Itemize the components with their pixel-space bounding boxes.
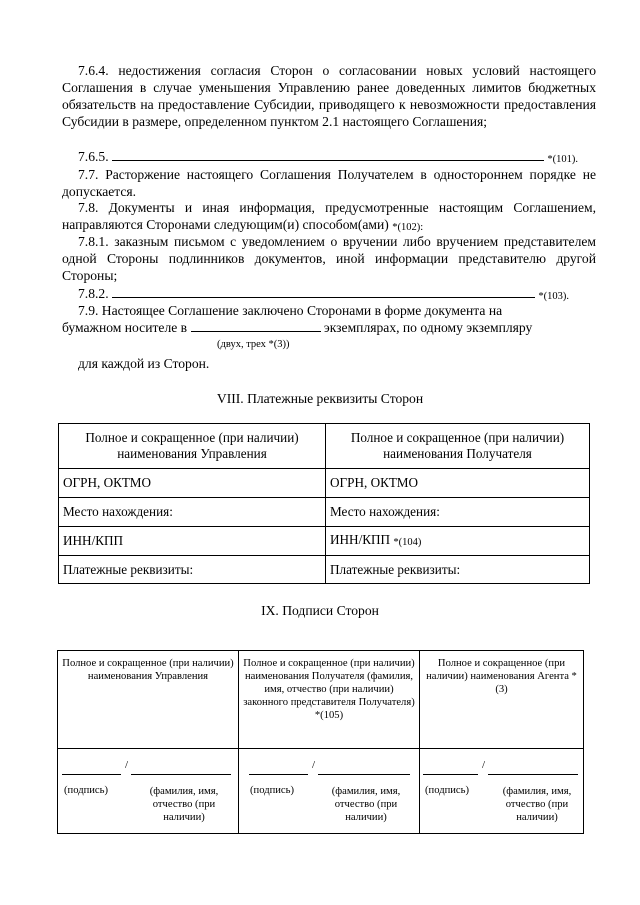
clause-7-9-line3: для каждой из Сторон. [78,356,210,371]
table-header-row [59,424,590,469]
cell-ogrn-left: ОГРН, ОКТМО [59,469,326,498]
clause-7-8-2-number: 7.8.2. [78,286,109,301]
name-label: (фамилия, имя, отчество (при наличии) [331,786,401,823]
cell-payment-left: Платежные реквизиты: [59,556,326,584]
signature-label: (подпись) [425,785,469,796]
footnote-ref: *(101). [547,154,579,165]
name-line [131,774,231,775]
clause-7-6-4: 7.6.4. недостижения согласия Сторон о согласовании новых условий настоящего Соглашения в случае уменьшения Управлению ранее доведенных лимитов бюджетных обязательств на предоставление Субсидии, приводящего к невозможности предоставления Субсидии в размере, определенном пунктом 2.1 настоящего Соглашения; [62,63,596,129]
name-line [488,774,578,775]
clause-7-6-5-number: 7.6.5. [78,149,109,164]
section-9-title: IX. Подписи Сторон [261,603,379,618]
signature-label: (подпись) [250,785,294,796]
slash: / [312,759,316,771]
cell-location-right: Место нахождения: [326,498,590,527]
name-label: (фамилия, имя, отчество (при наличии) [502,786,572,823]
clause-7-9-line1: 7.9. Настоящее Соглашение заключено Сторонами в форме документа на [78,303,503,318]
signature-label: (подпись) [64,785,108,796]
cell-location-left: Место нахождения: [59,498,326,527]
clause-7-8-text: 7.8. Документы и иная информация, предусмотренные настоящим Соглашением, направляются Сторонами следующим(и) способом(ами) [62,200,596,232]
cell-inn-left: ИНН/КПП [59,527,326,556]
signature-line [249,774,308,775]
footnote-ref: *(103). [538,291,570,302]
cell-ogrn-right: ОГРН, ОКТМО [326,469,590,498]
table-row [59,498,590,527]
cell-inn-right-text: ИНН/КПП [330,532,391,547]
table-row [59,527,590,556]
copies-blank [191,320,321,332]
section-8-title: VIII. Платежные реквизиты Сторон [216,391,424,406]
blank-line [112,149,544,161]
signature-header-row [58,651,584,749]
slash: / [482,759,486,771]
header-cell-recipient: Полное и сокращенное (при наличии) наименования Получателя [326,424,590,469]
signature-line [62,774,121,775]
sig-header-agent: Полное и сокращенное (при наличии) наименования Агента *(3) [420,651,584,749]
header-cell-management: Полное и сокращенное (при наличии) наименования Управления [59,424,326,469]
footnote-ref: *(102): [392,222,424,233]
clause-7-6-5 [62,148,596,167]
signature-line [423,774,478,775]
name-line [318,774,410,775]
clause-7-8-1: 7.8.1. заказным письмом с уведомлением о вручении либо вручением представителем одной Стороны подлинников документов, иной информации представителю другой Стороны; [62,234,596,283]
footnote-ref: *(104) [393,537,422,548]
payment-details-table [58,423,590,584]
table-row [59,469,590,498]
clause-7-9-text-b: экземплярах, по одному экземпляру [323,320,533,335]
sig-header-recipient: Полное и сокращенное (при наличии) наименования Получателя (фамилия, имя, отчество (при наличии) законного представителя Получателя) *(105) [239,651,420,749]
clause-7-9-text-a: бумажном носителе в [62,320,188,335]
blank-line [112,286,535,298]
clause-7-8 [62,199,596,235]
cell-payment-right: Платежные реквизиты: [326,556,590,584]
slash: / [125,759,129,771]
clause-7-9-line2 [62,319,596,336]
name-label: (фамилия, имя, отчество (при наличии) [149,786,219,823]
table-row [59,556,590,584]
cell-inn-right [326,527,590,556]
sig-header-management: Полное и сокращенное (при наличии) наименования Управления [58,651,239,749]
clause-7-7: 7.7. Расторжение настоящего Соглашения Получателем в одностороннем порядке не допускается. [62,167,596,199]
copies-hint: (двух, трех *(3)) [217,339,290,350]
